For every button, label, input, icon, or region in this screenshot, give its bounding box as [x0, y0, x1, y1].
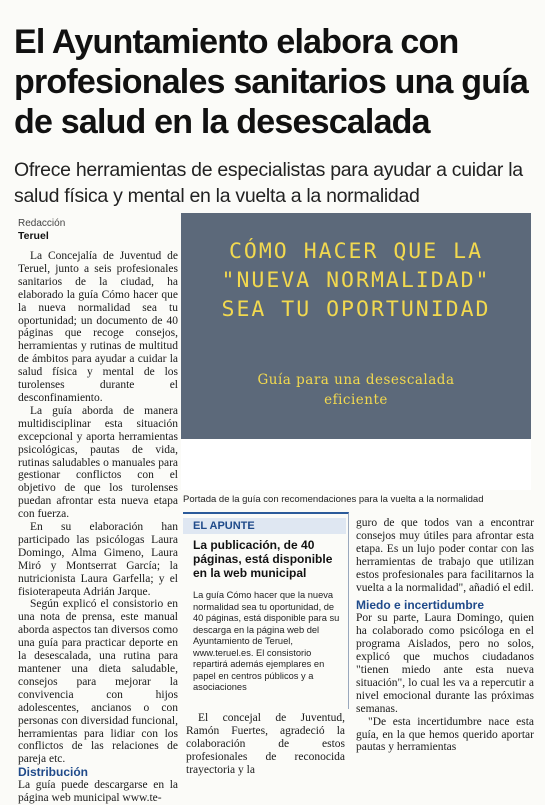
paragraph: Según explicó el consistorio en una nota de prensa, este manual aborda aspectos tan diversos como una guía para practicar deporte en la desescalada, una rutina para mantener una dieta saludable, consejos para mejorar la convivencia con hijos adolescentes, ancianos o con personas con diversidad funcional, herramientas para lidiar con los conflictos de las relaciones de pareja etc.: [18, 598, 178, 766]
paragraph: En su elaboración han participado las psicólogas Laura Domingo, Alma Gimeno, Laura Miró y Montserrat García; la nutricionista Laura Garfella; y el fisioterapeuta Adrián Jarque.: [18, 521, 178, 598]
article-column-3: [356, 517, 534, 761]
apunte-headline: La publicación, de 40 páginas, está disponible en la web municipal: [193, 538, 333, 580]
apunte-body: [193, 590, 343, 694]
paragraph: La Concejalía de Juventud de Teruel, junto a seis profesionales sanitarios de la ciudad, ha elaborado la guía Cómo hacer que la nueva normalidad sea tu oportunidad; un documento de 40 páginas que recoge consejos, herramientas y rutinas de multitud de ámbitos para ayudar a cuidar la salud física y mental de los turolenses durante el desconfinamiento.: [18, 250, 178, 404]
cover-title: [181, 237, 531, 324]
section-heading-distribucion: Distribución: [18, 765, 89, 780]
subheadline: Ofrece herramientas de especialistas para ayudar a cuidar la salud física y mental en la vuelta a la normalidad: [14, 159, 523, 207]
byline-location: Teruel: [18, 230, 49, 242]
cover-title-line: SEA TU OPORTUNIDAD: [221, 297, 491, 322]
cover-subtitle: [181, 370, 531, 410]
image-caption: Portada de la guía con recomendaciones para la vuelta a la normalidad: [183, 494, 484, 505]
article-column-1: [18, 250, 178, 805]
headline: El Ayuntamiento elabora con profesionales sanitarios una guía de salud en la desescalada: [14, 23, 528, 141]
cover-bottom-band: [181, 439, 531, 490]
cover-subtitle-line: eficiente: [324, 392, 388, 408]
section-heading-miedo: Miedo e incertidumbre: [356, 598, 485, 613]
paragraph: Por su parte, Laura Domingo, quien ha colaborado como psicóloga en el programa Aislados, pero no solos, explicó que muchos ciudadanos "tienen miedo ante esta nueva situación", lo cual les va a repercutir a nivel emocional durante las próximas semanas.: [356, 612, 534, 715]
byline: Redacción: [18, 218, 66, 229]
el-apunte-box: [183, 512, 349, 709]
cover-title-line: "NUEVA NORMALIDAD": [221, 268, 491, 293]
guide-cover-image: [181, 213, 531, 490]
paragraph: guro de que todos van a encontrar consejos muy útiles para afrontar esta etapa. Es un lujo poder contar con las herramientas de trabajo que utilizan estos profesionales para facilitarnos la vuelta a la normalidad", añadió el edil.: [356, 517, 534, 594]
article-column-2: [186, 712, 345, 776]
cover-subtitle-line: Guía para una desescalada: [257, 372, 455, 388]
cover-title-line: CÓMO HACER QUE LA: [228, 239, 484, 264]
paragraph: La guía puede descargarse en la página web municipal www.te-: [18, 779, 178, 805]
paragraph: "De esta incertidumbre nace esta guía, en la que hemos querido aportar pautas y herramientas: [356, 715, 534, 754]
paragraph: El concejal de Juventud, Ramón Fuertes, agradeció la colaboración de estos profesionales de reconocida trayectoria y la: [186, 712, 345, 776]
paragraph: La guía aborda de manera multidisciplinar esta situación excepcional y aporta herramientas psicológicas, pautas de vida, rutinas saludables o manuales para gestionar conflictos con el objetivo de que los turolenses puedan afrontar esta nueva etapa con fuerza.: [18, 404, 178, 521]
paragraph: La guía Cómo hacer que la nueva normalidad sea tu oportunidad, de 40 páginas, está disponible para su descarga en la página web del Ayuntamiento de Teruel, www.teruel.es. El consistorio repartirá además ejemplares en papel en centros públicos y a asociaciones: [193, 590, 340, 692]
apunte-label: EL APUNTE: [183, 518, 346, 534]
